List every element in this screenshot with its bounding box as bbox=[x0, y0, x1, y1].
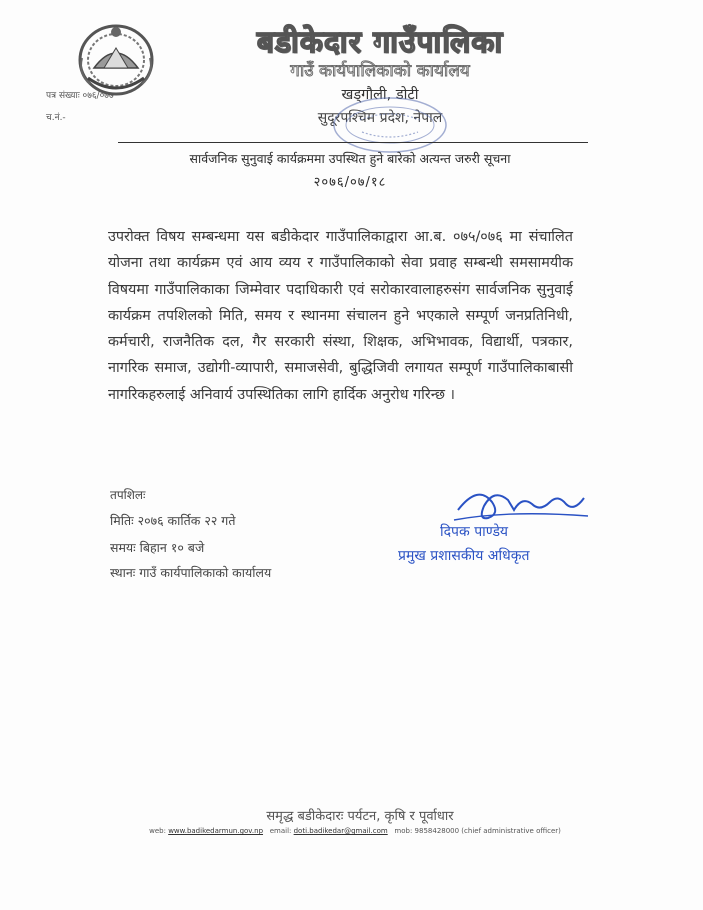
website-link[interactable]: www.badikedarmun.gov.np bbox=[168, 827, 264, 835]
notice-date: २०७६/०७/१८ bbox=[313, 175, 387, 190]
header-divider bbox=[118, 142, 588, 143]
ref-number: पत्र संख्याः ०७६/०७७ bbox=[46, 91, 114, 101]
office-name: गाउँ कार्यपालिकाको कार्यालय bbox=[290, 61, 470, 81]
details-place: स्थानः गाउँ कार्यपालिकाको कार्यालय bbox=[110, 565, 272, 580]
web-label: web: bbox=[149, 827, 166, 835]
address-line-1: खड्गौली, डोटी bbox=[341, 87, 419, 103]
details-date: मितिः २०७६ कार्तिक २२ गते bbox=[110, 513, 236, 528]
office-stamp-icon bbox=[330, 94, 450, 156]
notice-body: उपरोक्त विषय सम्बन्धमा यस बडीकेदार गाउँपालिकाद्वारा आ.ब. ०७५/०७६ मा संचालित योजना तथा कार्यक्रम एवं आय व्यय र गाउँपालिकाको सेवा प्रवाह सम्बन्धी समसामयीक विषयमा गाउँपालिकाका जिम्मेवार पदाधिकारी एवं सरोकारवालाहरुसंग सार्वजनिक सुनुवाई कार्यक्रम तपशिलको मिति, समय र स्थानमा संचालन हुने भएकाले सम्पूर्ण जनप्रतिनिधी, कर्मचारी, राजनैतिक दल, गैर सरकारी संस्था, शिक्षक, अभिभावक, विद्यार्थी, पत्रकार, नागरिक समाज, उद्योगी-व्यापारी, समाजसेवी, बुद्धिजिवी लगायत सम्पूर्ण गाउँपालिकाबासी नागरिकहरुलाई अनिवार्य उपस्थितिका लागि हार्दिक अनुरोध गरिन्छ । bbox=[108, 229, 573, 403]
details-time: समयः बिहान १० बजे bbox=[110, 540, 205, 555]
org-name: बडीकेदार गाउँपालिका bbox=[256, 25, 504, 60]
signatory-name: दिपक पाण्डेय bbox=[440, 524, 509, 540]
handwritten-signature-icon bbox=[448, 480, 598, 526]
footer-contact bbox=[60, 827, 650, 835]
nepal-government-emblem-icon bbox=[74, 18, 158, 98]
footer-slogan: समृद्ध बडीकेदारः पर्यटन, कृषि र पूर्वाधार bbox=[266, 809, 454, 824]
dispatch-number: च.नं.- bbox=[46, 113, 66, 123]
notice-subject: सार्वजनिक सुनुवाई कार्यक्रममा उपस्थित हुने बारेको अत्यन्त जरुरी सूचना bbox=[189, 151, 511, 166]
details-label: तपशिलः bbox=[110, 488, 146, 502]
mobile-label: mob: bbox=[394, 827, 413, 835]
email-label: email: bbox=[269, 827, 292, 835]
mobile-number: 9858428000 (chief administrative officer) bbox=[414, 827, 561, 835]
email-link[interactable]: doti.badikedar@gmail.com bbox=[293, 827, 388, 835]
signatory-title: प्रमुख प्रशासकीय अधिकृत bbox=[398, 548, 530, 564]
address-line-2: सुदूरपश्चिम प्रदेश, नेपाल bbox=[317, 110, 443, 126]
